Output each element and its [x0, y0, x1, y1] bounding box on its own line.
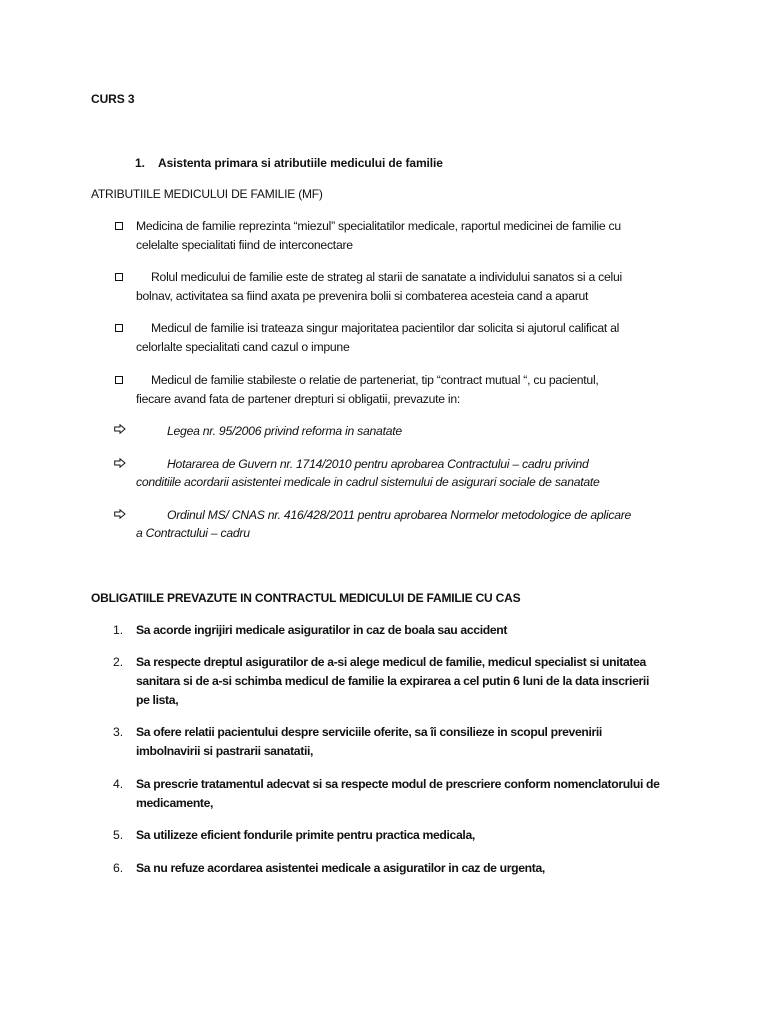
checkbox-bullet-icon: [115, 273, 123, 281]
checkbox-bullet-icon: [115, 324, 123, 332]
obligation-line: Sa ofere relatii pacientului despre serviciile oferite, sa îi consilieze in scopul prevenirii: [136, 725, 602, 739]
obligation-number: 5.: [113, 828, 124, 842]
bullet-line: bolnav, activitatea sa fiind axata pe prevenira bolii si combaterea acesteia cand a aparut: [136, 289, 589, 303]
obligation-number: 1.: [113, 623, 124, 637]
obligation-line: medicamente,: [136, 796, 214, 810]
bullet-line: Medicina de familie reprezinta “miezul” specialitatilor medicale, raportul medicinei de familie cu: [136, 219, 621, 233]
course-title: CURS 3: [91, 92, 135, 106]
checkbox-bullet-icon: [115, 222, 123, 230]
obligation-number: 3.: [113, 725, 124, 739]
section-title: Asistenta primara si atributiile medicului de familie: [158, 156, 443, 170]
obligation-number: 2.: [113, 655, 124, 669]
obligation-line: imbolnavirii si pastrarii sanatatii,: [136, 744, 314, 758]
law-line: Legea nr. 95/2006 privind reforma in sanatate: [167, 424, 402, 438]
obligations-heading: OBLIGATIILE PREVAZUTE IN CONTRACTUL MEDICULUI DE FAMILIE CU CAS: [91, 591, 521, 605]
checkbox-bullet-icon: [115, 376, 123, 384]
law-line: a Contractului – cadru: [136, 526, 250, 540]
law-line: Hotararea de Guvern nr. 1714/2010 pentru aprobarea Contractului – cadru privind: [167, 457, 589, 471]
arrow-bullet-icon: [114, 458, 126, 468]
obligation-line: Sa respecte dreptul asiguratilor de a-si alege medicul de familie, medicul specialist si unitatea: [136, 655, 646, 669]
obligation-line: sanitara si de a-si schimba medicul de familie la expirarea a cel putin 6 luni de la data inscrierii: [136, 674, 649, 688]
bullet-line: Rolul medicului de familie este de strateg al starii de sanatate a individului sanatos si a celui: [151, 270, 622, 284]
obligation-line: Sa prescrie tratamentul adecvat si sa respecte modul de prescriere conform nomenclatorului de: [136, 777, 660, 791]
attributes-heading: ATRIBUTIILE MEDICULUI DE FAMILIE (MF): [91, 187, 323, 201]
section-number: 1.: [135, 156, 145, 170]
obligation-line: pe lista,: [136, 693, 179, 707]
law-line: Ordinul MS/ CNAS nr. 416/428/2011 pentru aprobarea Normelor metodologice de aplicare: [167, 508, 632, 522]
arrow-bullet-icon: [114, 509, 126, 519]
bullet-line: fiecare avand fata de partener drepturi si obligatii, prevazute in:: [136, 392, 461, 406]
obligation-line: Sa acorde ingrijiri medicale asiguratilor in caz de boala sau accident: [136, 623, 508, 637]
bullet-line: celorlalte specialitati cand cazul o impune: [136, 340, 350, 354]
arrow-bullet-icon: [114, 424, 126, 434]
bullet-line: celelalte specialitati fiind de interconectare: [136, 238, 353, 252]
obligation-line: Sa utilizeze eficient fondurile primite pentru practica medicala,: [136, 828, 475, 842]
bullet-line: Medicul de familie stabileste o relatie de parteneriat, tip “contract mutual “, cu pacientul,: [151, 373, 599, 387]
bullet-line: Medicul de familie isi trateaza singur majoritatea pacientilor dar solicita si ajutorul calificat al: [151, 321, 620, 335]
law-line: conditiile acordarii asistentei medicale in cadrul sistemului de asigurari sociale de sanatate: [136, 475, 600, 489]
obligation-line: Sa nu refuze acordarea asistentei medicale a asiguratilor in caz de urgenta,: [136, 861, 545, 875]
obligation-number: 6.: [113, 861, 124, 875]
obligation-number: 4.: [113, 777, 124, 791]
